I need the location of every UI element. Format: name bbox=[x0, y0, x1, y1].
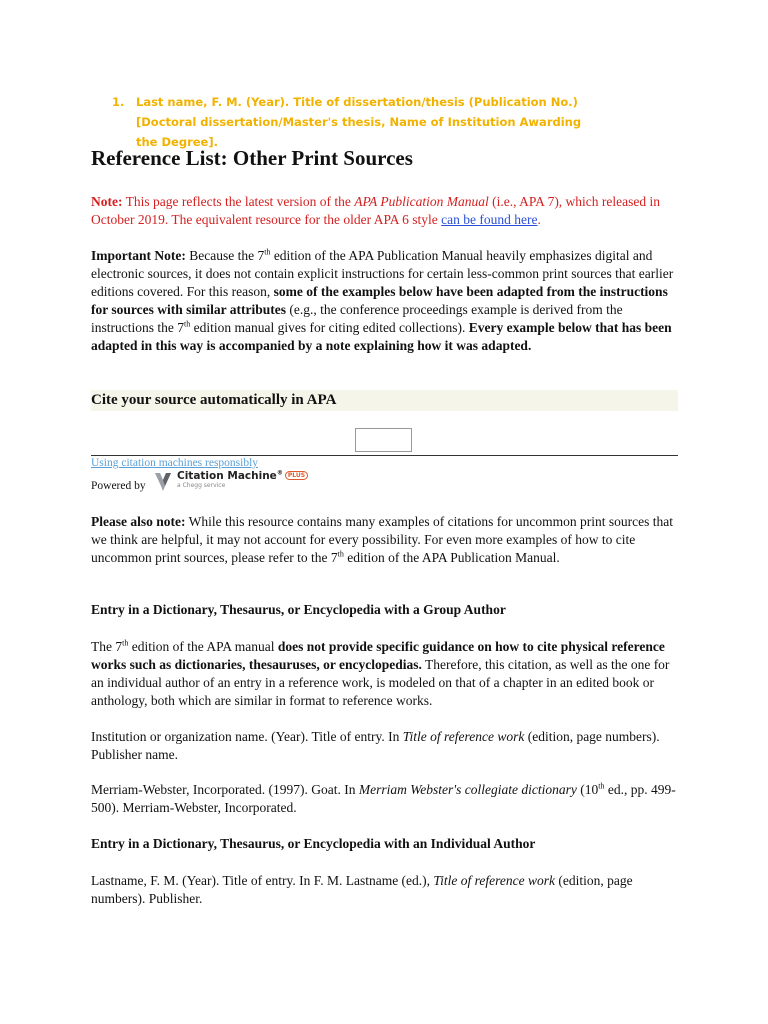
note-end: . bbox=[537, 212, 541, 227]
format-group-author bbox=[91, 728, 679, 764]
page-title: Reference List: Other Print Sources bbox=[91, 146, 413, 170]
superscript: th bbox=[264, 247, 271, 257]
ex1-italic: Merriam Webster's collegiate dictionary bbox=[358, 782, 577, 797]
note-manual-title: APA Publication Manual bbox=[354, 194, 489, 209]
cm-name: Citation Machine bbox=[177, 470, 277, 482]
important-note-paragraph bbox=[91, 247, 679, 355]
divider bbox=[91, 455, 678, 456]
note-text: This page reflects the latest version of the bbox=[122, 194, 355, 209]
numbered-list-item bbox=[112, 92, 582, 152]
important-text-4: edition manual gives for citing edited collections). bbox=[190, 320, 469, 335]
also-note-text-1: While this resource contains many examples of citations for uncommon print sources that we think are helpful, it may not account for every possibility. For even more examples of how to cite uncommon print sources, please refer to the 7 bbox=[91, 514, 673, 565]
example-group-author bbox=[91, 781, 679, 817]
cm-subtitle: a Chegg service bbox=[177, 482, 226, 489]
p7-bold: does not provide specific guidance on how to cite physical reference works such as dictionaries, thesauruses, or encyclopedias. bbox=[91, 639, 665, 672]
also-note-label: Please also note: bbox=[91, 514, 186, 529]
guidance-paragraph bbox=[91, 638, 679, 710]
important-bold-1: some of the examples below have been adapted from the instructions for sources with similar attributes bbox=[91, 284, 668, 317]
powered-by-label: Powered by bbox=[91, 480, 146, 492]
superscript: th bbox=[337, 549, 344, 559]
cm-reg: ® bbox=[276, 469, 283, 477]
superscript: th bbox=[598, 781, 605, 791]
citation-machine-logo[interactable] bbox=[152, 470, 308, 492]
cite-source-bar: Cite your source automatically in APA bbox=[91, 390, 678, 411]
citation-machine-icon bbox=[152, 470, 174, 492]
format-individual-author bbox=[91, 872, 679, 908]
fmt1-text-2: (edition, page numbers). Publisher name. bbox=[91, 729, 660, 762]
also-note-text-2: edition of the APA Publication Manual. bbox=[343, 550, 560, 565]
section-heading-individual-author: Entry in a Dictionary, Thesaurus, or Encyclopedia with an Individual Author bbox=[91, 836, 536, 851]
superscript: th bbox=[184, 319, 191, 329]
note-text-2: (i.e., APA 7), which released in October 2019. The equivalent resource for the older APA 6 style bbox=[91, 194, 661, 227]
fmt1-text-1: Institution or organization name. (Year). Title of entry. In bbox=[91, 729, 403, 744]
citation-machines-link[interactable]: Using citation machines responsibly bbox=[91, 457, 259, 469]
also-note-paragraph bbox=[91, 513, 679, 567]
fmt2-italic: Title of reference work bbox=[433, 873, 556, 888]
fmt1-italic: Title of reference work bbox=[402, 729, 525, 744]
section-heading-group-author: Entry in a Dictionary, Thesaurus, or Encyclopedia with a Group Author bbox=[91, 602, 506, 617]
note-paragraph bbox=[91, 193, 679, 229]
important-label: Important Note: bbox=[91, 248, 186, 263]
important-text-1: Because the 7 bbox=[185, 248, 265, 263]
p7-text-3: Therefore, this citation, as well as the one for an individual author of an entry in a reference work, is modeled on that of a chapter in an edited book or anthology, both which are similar in format to reference works. bbox=[91, 657, 670, 708]
citation-widget-input[interactable] bbox=[355, 428, 412, 452]
important-bold-2: Every example below that has been adapted in this way is accompanied by a note explaining how it was adapted. bbox=[91, 320, 672, 353]
note-label: Note: bbox=[91, 194, 123, 209]
ex1-text-1: Merriam-Webster, Incorporated. (1997). Goat. In bbox=[91, 782, 359, 797]
ex1-text-3: ed., pp. 499-500). Merriam-Webster, Incorporated. bbox=[91, 782, 676, 815]
p7-text-2: edition of the APA manual bbox=[128, 639, 278, 654]
list-number: 1. bbox=[112, 95, 125, 109]
important-text-3: (e.g., the conference proceedings example is derived from the instructions the 7 bbox=[91, 302, 623, 335]
cm-plus-badge: PLUS bbox=[285, 471, 308, 480]
ex1-text-2: (10 bbox=[576, 782, 599, 797]
fmt2-text-1: Lastname, F. M. (Year). Title of entry. In F. M. Lastname (ed.), bbox=[91, 873, 434, 888]
fmt2-text-2: (edition, page numbers). Publisher. bbox=[91, 873, 633, 906]
superscript: th bbox=[122, 638, 129, 648]
list-text: Last name, F. M. (Year). Title of dissertation/thesis (Publication No.) [Doctoral dissertation/Master's thesis, Name of Institution Awarding the Degree]. bbox=[136, 95, 582, 149]
apa6-link[interactable]: can be found here bbox=[441, 212, 538, 227]
p7-text-1: The 7 bbox=[91, 639, 123, 654]
important-text-2: edition of the APA Publication Manual heavily emphasizes digital and electronic sources, it does not contain explicit instructions for certain less-common print sources that earlier editions covered. For this reason, bbox=[91, 248, 674, 299]
